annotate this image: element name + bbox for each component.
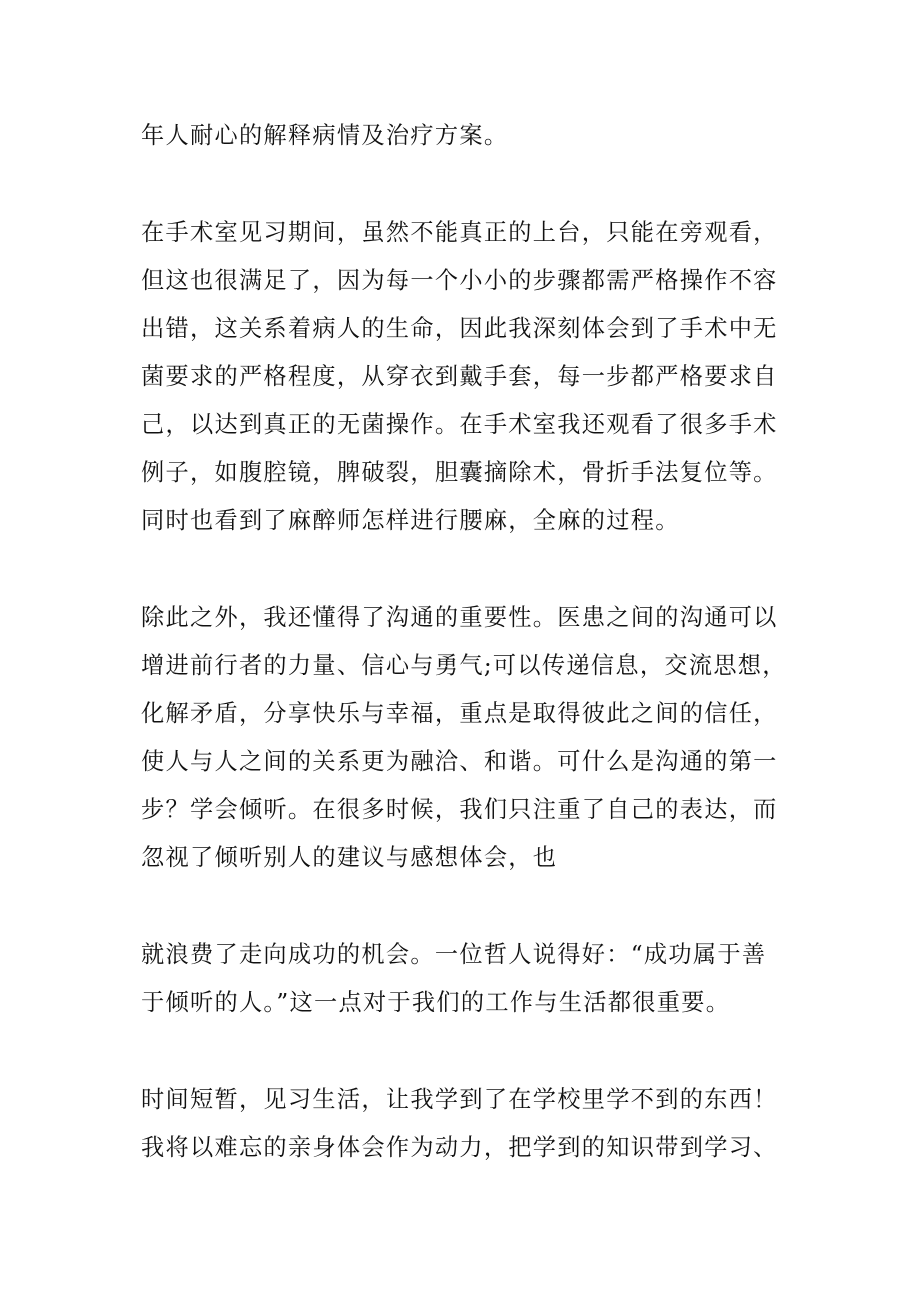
text-line: 增进前行者的力量、信心与勇气;可以传递信息，交流思想，	[141, 652, 787, 679]
text-line: 例子，如腹腔镜，脾破裂，胆囊摘除术，骨折手法复位等。	[141, 459, 778, 486]
text-line: 己，以达到真正的无菌操作。在手术室我还观看了很多手术	[141, 411, 778, 438]
text-line: 同时也看到了麻醉师怎样进行腰麻，全麻的过程。	[141, 507, 680, 534]
text-line: 时间短暂，见习生活，让我学到了在学校里学不到的东西！	[141, 1086, 778, 1113]
text-line: 除此之外，我还懂得了沟通的重要性。医患之间的沟通可以	[141, 604, 778, 631]
text-line: 在手术室见习期间，虽然不能真正的上台，只能在旁观看，	[141, 219, 778, 246]
text-line: 于倾听的人。”这一点对于我们的工作与生活都很重要。	[141, 989, 731, 1016]
text-line: 化解矛盾，分享快乐与幸福，重点是取得彼此之间的信任，	[141, 700, 778, 727]
text-line: 菌要求的严格程度，从穿衣到戴手套，每一步都严格要求自	[141, 363, 778, 390]
text-line: 我将以难忘的亲身体会作为动力，把学到的知识带到学习、	[141, 1134, 778, 1161]
text-line: 出错，这关系着病人的生命，因此我深刻体会到了手术中无	[141, 315, 778, 342]
text-line: 忽视了倾听别人的建议与感想体会，也	[141, 844, 558, 871]
text-line: 就浪费了走向成功的机会。一位哲人说得好：“成功属于善	[141, 941, 767, 968]
text-line: 但这也很满足了，因为每一个小小的步骤都需严格操作不容	[141, 267, 778, 294]
text-line: 步？学会倾听。在很多时候，我们只注重了自己的表达，而	[141, 796, 778, 823]
text-line: 使人与人之间的关系更为融洽、和谐。可什么是沟通的第一	[141, 748, 778, 775]
text-line: 年人耐心的解释病情及治疗方案。	[141, 122, 509, 149]
